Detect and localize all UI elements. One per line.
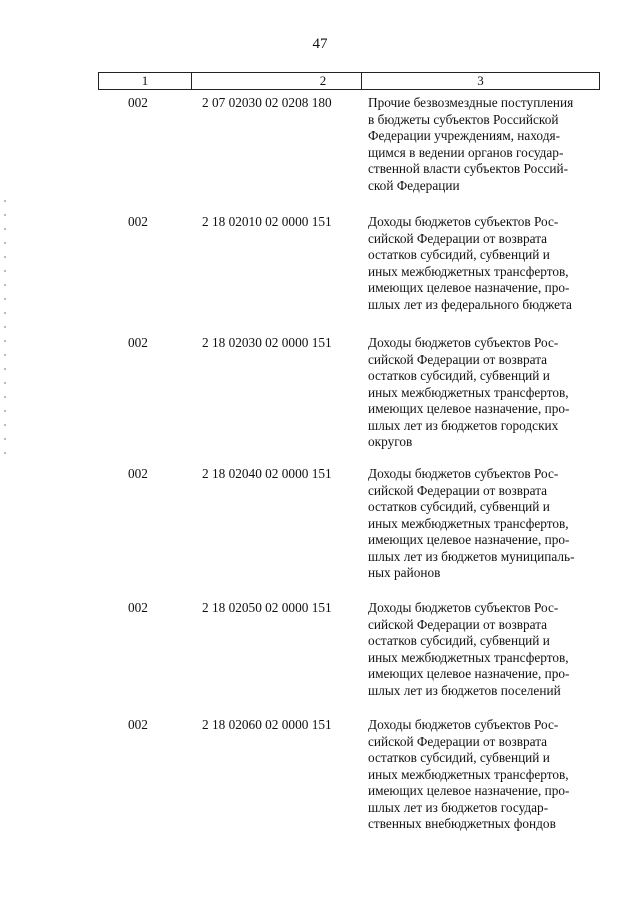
- description-line: шлых лет из федерального бюджета: [368, 296, 572, 312]
- description-line: остатков субсидий, субвенций и: [368, 633, 550, 648]
- revenue-description: [368, 335, 600, 451]
- revenue-description: [368, 717, 600, 833]
- description-line: шлых лет из бюджетов муниципаль-: [368, 548, 575, 564]
- description-line: иных межбюджетных трансфертов,: [368, 515, 569, 531]
- description-line: сийской Федерации от возврата: [368, 616, 548, 632]
- scan-margin-marks: [4, 200, 6, 460]
- header-col-2: 2: [319, 73, 327, 88]
- description-line: ской Федерации: [368, 177, 460, 193]
- description-line: Федерации учреждениям, находя-: [368, 128, 561, 143]
- description-line: ственных внебюджетных фондов: [368, 816, 556, 831]
- budget-classification-code: 2 18 02060 02 0000 151: [202, 717, 332, 732]
- description-line: сийской Федерации от возврата: [368, 733, 548, 749]
- description-line: остатков субсидий, субвенций и: [368, 750, 550, 765]
- description-line: имеющих целевое назначение, про-: [368, 280, 570, 295]
- description-line: иных межбюджетных трансфертов,: [368, 384, 569, 400]
- budget-classification-code: 2 07 02030 02 0208 180: [202, 95, 332, 110]
- description-line: ственной власти субъектов Россий-: [368, 161, 569, 176]
- description-line: Доходы бюджетов субъектов Рос-: [368, 717, 559, 732]
- description-line: иных межбюджетных трансфертов,: [368, 649, 569, 665]
- description-line: шлых лет из бюджетов государ-: [368, 799, 549, 815]
- description-line: шлых лет из бюджетов поселений: [368, 682, 561, 698]
- description-line: сийской Федерации от возврата: [368, 230, 548, 246]
- revenue-description: [368, 600, 600, 699]
- description-line: остатков субсидий, субвенций и: [368, 247, 550, 262]
- description-line: Доходы бюджетов субъектов Рос-: [368, 600, 559, 615]
- description-line: шлых лет из бюджетов городских: [368, 417, 559, 433]
- description-line: в бюджеты субъектов Российской: [368, 111, 559, 127]
- description-line: округов: [368, 434, 413, 449]
- admin-code: 002: [128, 466, 148, 481]
- description-line: остатков субсидий, субвенций и: [368, 499, 550, 514]
- description-line: имеющих целевое назначение, про-: [368, 783, 570, 798]
- description-line: сийской Федерации от возврата: [368, 482, 548, 498]
- description-line: имеющих целевое назначение, про-: [368, 666, 570, 681]
- description-line: иных межбюджетных трансфертов,: [368, 263, 569, 279]
- admin-code: 002: [128, 717, 148, 732]
- budget-classification-code: 2 18 02030 02 0000 151: [202, 335, 332, 350]
- description-line: Доходы бюджетов субъектов Рос-: [368, 466, 559, 481]
- header-col-3: 3: [477, 73, 484, 88]
- description-line: Прочие безвозмездные поступления: [368, 95, 574, 110]
- page-number: 47: [312, 36, 328, 52]
- description-line: щимся в ведении органов государ-: [368, 144, 564, 160]
- budget-classification-code: 2 18 02050 02 0000 151: [202, 600, 332, 615]
- description-line: имеющих целевое назначение, про-: [368, 532, 570, 547]
- description-line: Доходы бюджетов субъектов Рос-: [368, 335, 559, 350]
- table-header: [98, 72, 600, 90]
- admin-code: 002: [128, 214, 148, 229]
- description-line: остатков субсидий, субвенций и: [368, 368, 550, 383]
- description-line: иных межбюджетных трансфертов,: [368, 766, 569, 782]
- description-line: сийской Федерации от возврата: [368, 351, 548, 367]
- admin-code: 002: [128, 335, 148, 350]
- description-line: ных районов: [368, 565, 441, 580]
- budget-classification-code: 2 18 02040 02 0000 151: [202, 466, 332, 481]
- revenue-description: [368, 214, 600, 313]
- revenue-description: [368, 466, 600, 582]
- admin-code: 002: [128, 95, 148, 110]
- description-line: Доходы бюджетов субъектов Рос-: [368, 214, 559, 229]
- header-col-1: 1: [141, 73, 149, 88]
- admin-code: 002: [128, 600, 148, 615]
- description-line: имеющих целевое назначение, про-: [368, 401, 570, 416]
- revenue-description: [368, 95, 600, 194]
- budget-classification-code: 2 18 02010 02 0000 151: [202, 214, 332, 229]
